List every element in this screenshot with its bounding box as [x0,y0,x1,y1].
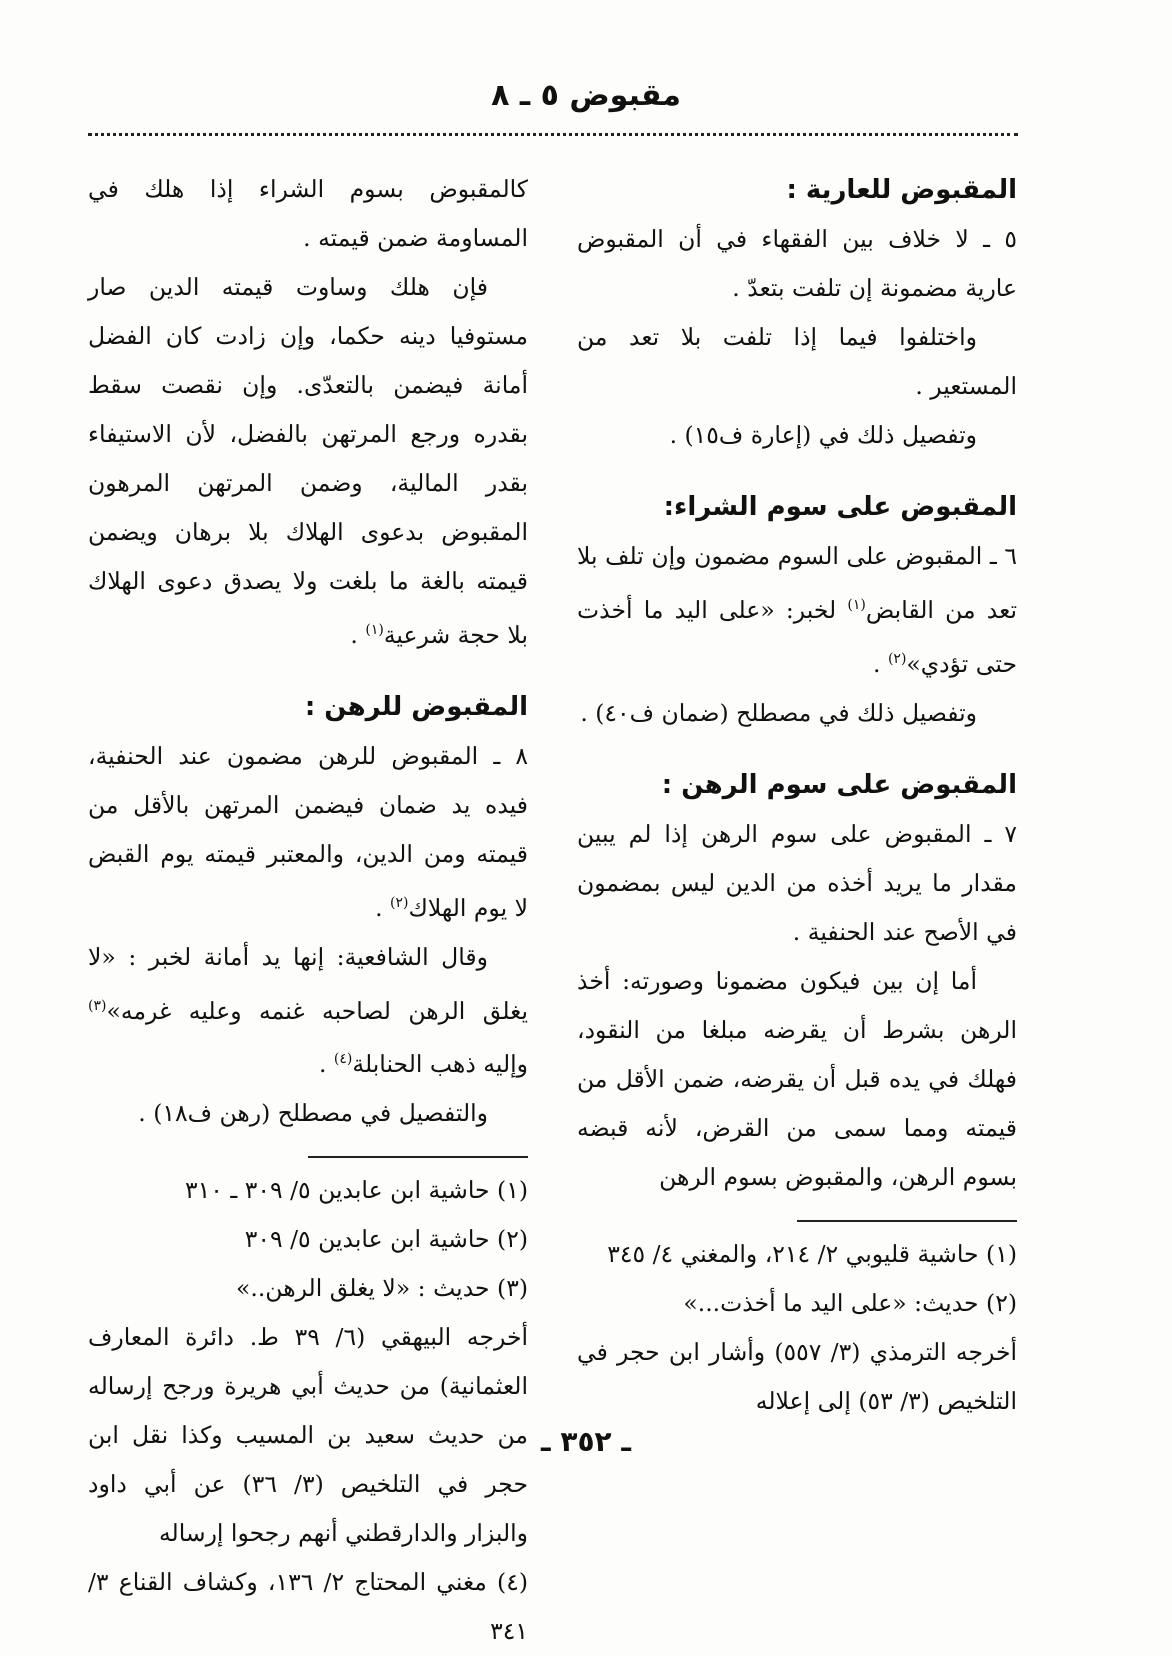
footnote-separator [308,1156,528,1158]
footnote-marker-1: (١) [365,622,384,638]
footnote-2-detail: أخرجه الترمذي (٣/ ٥٥٧) وأشار ابن حجر في التلخيص (٣/ ٥٣) إلى إعلاله [577,1337,1017,1415]
running-header: مقبوض ٥ ـ ٨ [491,78,681,113]
footnote-marker-4: (٤) [333,1051,353,1068]
right-column [577,165,1017,1426]
paragraph-7-ruling-end: . [350,620,366,649]
page-number: ـ ٣٥٢ ـ [541,1425,631,1458]
paragraph-8-shafii-end: . [318,1050,334,1079]
footnote-1: (١) حاشية قليوبي ٢/ ٢١٤، والمغني ٤/ ٣٤٥ [607,1239,1017,1268]
paragraph-8-reference: والتفصيل في مصطلح (رهن ف١٨) . [138,1099,488,1128]
paragraph-6-text-a: ٦ ـ المقبوض على السوم مضمون وإن تلف بلا تعد من القابض [577,542,1017,624]
paragraph-6-text-b: لخبر: «على اليد ما أخذت حتى تؤدي» [577,595,1017,678]
spacer [577,738,1017,760]
spacer [88,660,528,682]
footnote-1: (١) حاشية ابن عابدين ٥/ ٣٠٩ ـ ٣١٠ [185,1176,528,1205]
footnote-2: (٢) حديث: «على اليد ما أخذت...» [683,1288,1017,1317]
spacer [577,460,1017,482]
footnote-3: (٣) حديث : «لا يغلق الرهن..» [235,1274,528,1303]
section-heading-pledge: المقبوض للرهن : [304,691,528,722]
footnote-marker-2: (٢) [887,650,907,667]
section-heading-purchase-bargain: المقبوض على سوم الشراء: [663,492,1017,522]
footnote-3-detail: أخرجه البيهقي (٦/ ٣٩ ط. دائرة المعارف العثمانية) من حديث أبي هريرة ورجح إرساله من حديث سعيد بن المسيب وكذا نقل ابن حجر في التلخيص (٣/ ٣٦) عن أبي داود والبزار والدارقطني أنهم رجحوا إرساله [88,1323,529,1548]
paragraph-8-shafii-text: وقال الشافعية: إنها يد أمانة لخبر : «لا يغلق الرهن لصاحبه غنمه وعليه غرمه» [88,942,528,1025]
footnote-marker-1: (١) [847,597,866,613]
section-heading-pledge-bargain: المقبوض على سوم الرهن : [661,769,1017,800]
paragraph-8-hanbali-text: وإليه ذهب الحنابلة [352,1050,528,1079]
paragraph-8-text: ٨ ـ المقبوض للرهن مضمون عند الحنفية، فيده يد ضمان فيضمن المرتهن بالأقل من قيمته ومن الدين، والمعتبر قيمته يوم القبض لا يوم الهلاك [88,741,528,922]
paragraph-7-continued: أما إن بين فيكون مضمونا وصورته: أخذ الرهن بشرط أن يقرضه مبلغا من النقود، فهلك في يده قبل أن يقرضه، ضمن الأقل من قيمته ومما سمى من القرض، لأنه قبضه بسوم الرهن، والمقبوض بسوم الرهن [577,966,1017,1191]
paragraph-7-ruling [88,263,528,660]
paragraph-8-shafii [88,933,528,1090]
paragraph-7-ruling-text: فإن هلك وساوت قيمته الدين صار مستوفيا دينه حكما، وإن زادت كان الفضل أمانة فيضمن بالتعدّى. وإن نقصت سقط بقدره ورجع المرتهن بالفضل، لأن الاستيفاء بقدر المالية، وضمن المرتهن المرهون المقبوض بدعوى الهلاك بلا برهان ويضمن قيمته بالغة ما بلغت ولا يصدق دعوى الهلاك بلا حجة شرعية [88,273,528,649]
paragraph-6-text-c: . [872,649,888,678]
paragraph-6-reference: وتفصيل ذلك في مصطلح (ضمان ف٤٠) . [580,698,977,727]
paragraph-5-reference: وتفصيل ذلك في (إعارة ف١٥) . [669,421,977,449]
paragraph-5-disagreement: واختلفوا فيما إذا تلفت بلا تعد من المستعير . [577,323,1017,400]
footnote-marker-2: (٢) [390,894,409,911]
paragraph-7-end: كالمقبوض بسوم الشراء إذا هلك في المساومة ضمن قيمته . [88,175,528,252]
section-heading-loan: المقبوض للعارية : [786,175,1017,205]
paragraph-6 [577,532,1017,689]
header-dotted-rule [88,133,1018,136]
paragraph-8 [88,732,528,933]
footnote-4: (٤) مغني المحتاج ٢/ ١٣٦، وكشاف القناع ٣/ ٣٤١ [88,1568,529,1646]
paragraph-8-end: . [375,893,391,922]
footnote-marker-3: (٣) [88,997,107,1014]
paragraph-5: ٥ ـ لا خلاف بين الفقهاء في أن المقبوض عارية مضمونة إن تلفت بتعدّ . [577,225,1017,302]
footnote-separator [797,1220,1017,1222]
footnote-2: (٢) حاشية ابن عابدين ٥/ ٣٠٩ [244,1225,528,1254]
paragraph-7: ٧ ـ المقبوض على سوم الرهن إذا لم يبين مقدار ما يريد أخذه من الدين ليس بمضمون في الأصح عند الحنفية . [577,819,1017,946]
